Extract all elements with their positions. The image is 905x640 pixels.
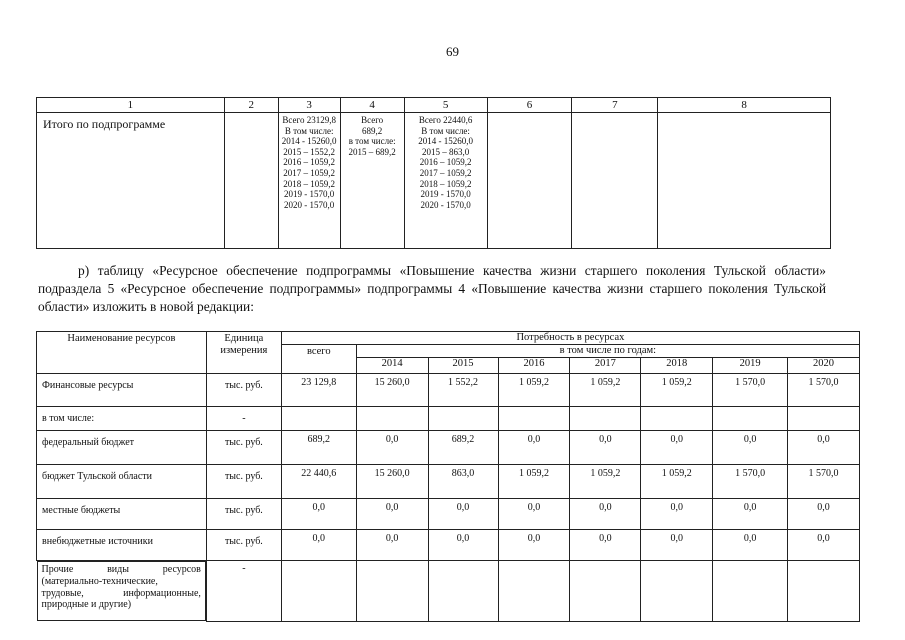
resource-year-value: 1 059,2: [570, 465, 641, 499]
table-row: [37, 407, 860, 431]
header-total: всего: [281, 345, 356, 374]
resource-name: местные бюджеты: [37, 499, 207, 530]
col3-line: В том числе:: [284, 125, 334, 136]
resource-year-value: 0,0: [641, 499, 713, 530]
resource-year-value: 0,0: [713, 431, 788, 465]
col5-line: 2019 - 1570,0: [420, 189, 471, 200]
col5-line: 2016 – 1059,2: [419, 157, 472, 168]
col5-line: 2018 – 1059,2: [419, 178, 472, 189]
other-resources-line: [42, 564, 201, 576]
table1-col4-cell: [340, 113, 404, 249]
other-resources-word: Прочие: [41, 564, 74, 575]
table2-empty-cell: [641, 561, 713, 622]
resource-year-value: 0,0: [356, 530, 428, 561]
subprogram-total-table: [36, 97, 831, 249]
col4-line: Всего: [361, 115, 384, 125]
resource-unit: тыс. руб.: [206, 530, 281, 561]
col3-line: 2015 – 1552,2: [283, 146, 336, 157]
resource-year-value: [641, 407, 713, 431]
table2-empty-cell: [788, 561, 860, 622]
resource-year-value: 15 260,0: [356, 465, 428, 499]
resource-year-value: 0,0: [713, 499, 788, 530]
resource-name: в том числе:: [37, 407, 207, 431]
other-resources-unit: -: [206, 561, 281, 622]
table1-header-cell: 8: [658, 98, 831, 113]
header-unit-line1: Единица: [224, 333, 264, 344]
resource-year-value: [713, 407, 788, 431]
resource-year-value: 0,0: [570, 431, 641, 465]
header-unit-line2: измерения: [220, 345, 268, 356]
col3-line: 2017 – 1059,2: [283, 167, 336, 178]
table1-header-cell: 2: [224, 98, 278, 113]
other-resources-word: трудовые,: [41, 587, 84, 599]
col3-line: 2020 - 1570,0: [284, 199, 335, 210]
resource-year-value: 0,0: [788, 431, 860, 465]
col3-line: 2014 - 15260,0: [281, 136, 337, 147]
resource-name: бюджет Тульской области: [37, 465, 207, 499]
header-unit: [206, 332, 281, 374]
resource-year-value: 0,0: [570, 499, 641, 530]
table2-other-resources-row: [37, 561, 860, 622]
table1-header-cell: 7: [572, 98, 658, 113]
year-header: 2019: [713, 358, 788, 374]
resource-name: федеральный бюджет: [37, 431, 207, 465]
header-need: Потребность в ресурсах: [281, 332, 859, 345]
header-by-years: в том числе по годам:: [356, 345, 859, 358]
table2-empty-cell: [498, 561, 570, 622]
other-resources-line: [42, 599, 201, 611]
resource-year-value: [498, 407, 570, 431]
year-header: 2017: [570, 358, 641, 374]
resource-total: 23 129,8: [281, 374, 356, 407]
year-header: 2016: [498, 358, 570, 374]
resource-year-value: 0,0: [498, 530, 570, 561]
resource-total: 689,2: [281, 431, 356, 465]
resource-year-value: 0,0: [713, 530, 788, 561]
col3-line: 2019 - 1570,0: [284, 189, 335, 200]
resource-year-value: 0,0: [498, 499, 570, 530]
table2-empty-cell: [713, 561, 788, 622]
resource-year-value: [570, 407, 641, 431]
col5-line: 2017 – 1059,2: [419, 167, 472, 178]
year-header: 2014: [356, 358, 428, 374]
table1-col5-cell: [404, 113, 487, 249]
resource-total: 22 440,6: [281, 465, 356, 499]
table2-empty-cell: [570, 561, 641, 622]
table2-header-row-1: [37, 332, 860, 345]
table-row: [37, 530, 860, 561]
table1-empty-cell: [572, 113, 658, 249]
table1-header-cell: 5: [404, 98, 487, 113]
resource-year-value: [356, 407, 428, 431]
resource-year-value: 1 570,0: [788, 374, 860, 407]
col5-line: В том числе:: [421, 125, 470, 136]
table-row: [37, 374, 860, 407]
resource-unit: -: [206, 407, 281, 431]
table2-empty-cell: [428, 561, 498, 622]
table1-header-cell: 6: [487, 98, 572, 113]
resource-year-value: [428, 407, 498, 431]
resource-year-value: 0,0: [570, 530, 641, 561]
table1-header-cell: 3: [278, 98, 340, 113]
resource-total: 0,0: [281, 530, 356, 561]
resource-year-value: 0,0: [788, 499, 860, 530]
col5-line: 2015 – 863,0: [421, 146, 470, 157]
resource-total: 0,0: [281, 499, 356, 530]
resource-year-value: 1 059,2: [570, 374, 641, 407]
resource-year-value: 0,0: [428, 499, 498, 530]
table2-body: [37, 374, 860, 561]
col4-line: 2015 – 689,2: [348, 146, 396, 157]
resource-year-value: 689,2: [428, 431, 498, 465]
other-resources-word: (материально-технические,: [41, 575, 158, 587]
header-resources: Наименование ресурсов: [37, 332, 207, 374]
other-resources-word: ресурсов: [162, 564, 201, 575]
col3-line: 2016 – 1059,2: [283, 157, 336, 168]
other-resources-line: [42, 576, 201, 588]
table1-row-label: Итого по подпрограмме: [37, 113, 225, 249]
other-resources-word: природные и другие): [41, 599, 132, 611]
resource-name: Финансовые ресурсы: [37, 374, 207, 407]
table1-header-cell: 4: [340, 98, 404, 113]
table-row: [37, 465, 860, 499]
table1-total-row: [37, 113, 831, 249]
col5-line: Всего 22440,6: [418, 115, 473, 125]
page-number: 69: [446, 44, 459, 59]
col5-line: 2020 - 1570,0: [420, 199, 471, 210]
col4-line: в том числе:: [348, 136, 396, 147]
table-row: [37, 431, 860, 465]
resource-year-value: [788, 407, 860, 431]
table-row: [37, 499, 860, 530]
table1-header-row: [37, 98, 831, 113]
resource-year-value: 1 570,0: [788, 465, 860, 499]
resource-year-value: 15 260,0: [356, 374, 428, 407]
resource-year-value: 0,0: [788, 530, 860, 561]
col5-line: 2014 - 15260,0: [418, 136, 473, 147]
resource-provision-table: [36, 331, 860, 622]
resource-year-value: 1 570,0: [713, 374, 788, 407]
table1-empty-cell: [487, 113, 572, 249]
table1-col3-cell: [278, 113, 340, 249]
resource-unit: тыс. руб.: [206, 374, 281, 407]
year-header: 2018: [641, 358, 713, 374]
resource-year-value: 0,0: [498, 431, 570, 465]
col4-line: 689,2: [362, 125, 383, 136]
table2-empty-cell: [281, 561, 356, 622]
resource-year-value: 0,0: [356, 431, 428, 465]
resource-name: внебюджетные источники: [37, 530, 207, 561]
col3-line: Всего 23129,8: [282, 115, 336, 125]
resource-total: [281, 407, 356, 431]
resource-year-value: 1 570,0: [713, 465, 788, 499]
year-header: 2020: [788, 358, 860, 374]
resource-year-value: 1 552,2: [428, 374, 498, 407]
other-resources-word: информационные,: [123, 587, 201, 599]
other-resources-word: виды: [107, 564, 129, 575]
other-resources-name: [37, 561, 206, 621]
resource-year-value: 0,0: [641, 530, 713, 561]
resource-year-value: 0,0: [356, 499, 428, 530]
amendment-paragraph: р) таблицу «Ресурсное обеспечение подпрограммы «Повышение качества жизни старшего поколения Тульской области» подраздела 5 «Ресурсное обеспечение подпрограммы» подпрограммы 4 «Повышение качества жизни старшего поколения Тульской области» изложить в новой редакции:: [38, 263, 826, 314]
resource-year-value: 1 059,2: [498, 374, 570, 407]
resource-unit: тыс. руб.: [206, 431, 281, 465]
table1-empty-cell: [658, 113, 831, 249]
resource-year-value: 1 059,2: [641, 465, 713, 499]
table1-header-cell: 1: [37, 98, 225, 113]
resource-unit: тыс. руб.: [206, 465, 281, 499]
resource-year-value: 0,0: [641, 431, 713, 465]
table2-empty-cell: [356, 561, 428, 622]
col3-line: 2018 – 1059,2: [283, 178, 336, 189]
resource-year-value: 1 059,2: [641, 374, 713, 407]
resource-unit: тыс. руб.: [206, 499, 281, 530]
resource-year-value: 0,0: [428, 530, 498, 561]
resource-year-value: 1 059,2: [498, 465, 570, 499]
table1-empty-cell: [224, 113, 278, 249]
other-resources-line: [42, 588, 201, 600]
year-header: 2015: [428, 358, 498, 374]
resource-year-value: 863,0: [428, 465, 498, 499]
